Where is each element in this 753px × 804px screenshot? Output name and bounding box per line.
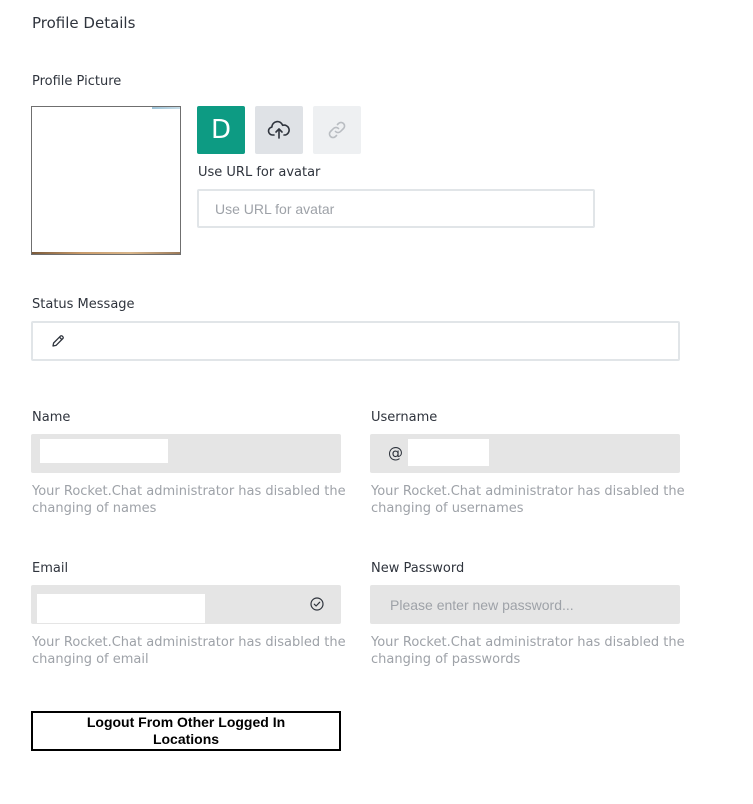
name-value-redacted	[40, 439, 168, 463]
status-message-label: Status Message	[32, 297, 135, 312]
name-help-text: Your Rocket.Chat administrator has disabled the changing of names	[32, 484, 346, 516]
username-label: Username	[371, 410, 438, 425]
link-icon	[326, 119, 348, 141]
username-input	[370, 434, 680, 473]
status-message-input[interactable]	[31, 321, 680, 361]
avatar-image-edge	[32, 252, 180, 254]
email-value-redacted	[37, 594, 205, 623]
avatar-url-link-button[interactable]	[313, 106, 361, 154]
name-input	[31, 434, 341, 473]
logout-other-locations-button[interactable]: Logout From Other Logged In Locations	[31, 711, 341, 751]
email-label: Email	[32, 561, 69, 576]
profile-picture-label: Profile Picture	[32, 74, 122, 89]
name-label: Name	[32, 410, 71, 425]
username-at-prefix: @	[388, 444, 403, 462]
email-help-text: Your Rocket.Chat administrator has disabled the changing of email	[32, 635, 346, 667]
upload-avatar-button[interactable]	[255, 106, 303, 154]
email-input	[31, 585, 341, 624]
cloud-upload-icon	[267, 120, 291, 140]
avatar-image-edge	[152, 107, 180, 109]
pencil-icon	[51, 334, 65, 348]
username-value-redacted	[408, 439, 489, 466]
avatar-url-label: Use URL for avatar	[198, 165, 321, 180]
avatar-preview	[31, 106, 181, 255]
letter-avatar-button[interactable]: D	[197, 106, 245, 154]
new-password-input	[370, 585, 680, 624]
new-password-help-text: Your Rocket.Chat administrator has disabled the changing of passwords	[371, 635, 685, 667]
page-title: Profile Details	[32, 14, 136, 32]
avatar-url-input[interactable]	[197, 189, 595, 228]
new-password-label: New Password	[371, 561, 465, 576]
check-circle-icon	[310, 597, 324, 611]
username-help-text: Your Rocket.Chat administrator has disabled the changing of usernames	[371, 484, 685, 516]
